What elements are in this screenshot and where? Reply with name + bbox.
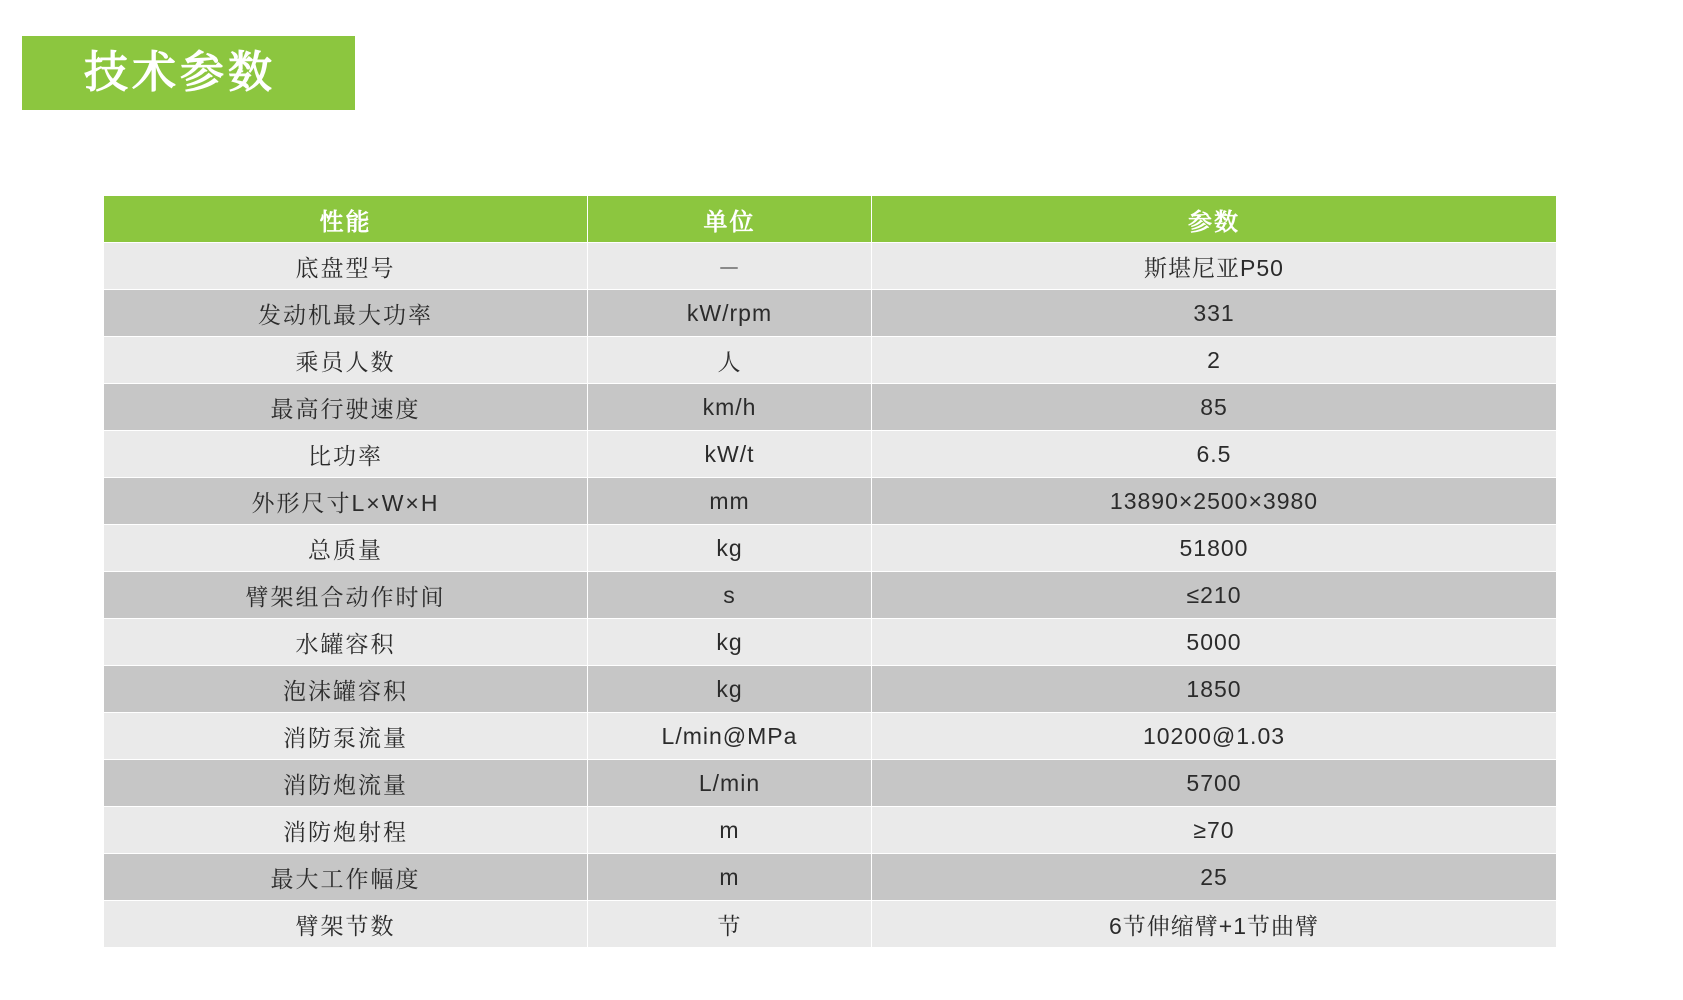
cell-unit: mm (588, 478, 872, 525)
table-header (104, 196, 1557, 243)
cell-value: ≤210 (872, 572, 1557, 619)
cell-unit: L/min (588, 760, 872, 807)
table-row (104, 478, 1557, 525)
technical-parameters-table (103, 196, 1557, 948)
table-header-row (104, 196, 1557, 243)
table-row (104, 854, 1557, 901)
cell-unit: km/h (588, 384, 872, 431)
table-row (104, 337, 1557, 384)
cell-performance: 乘员人数 (104, 337, 588, 384)
table-body (104, 243, 1557, 948)
table-row (104, 713, 1557, 760)
cell-value: 2 (872, 337, 1557, 384)
column-header-parameter: 参数 (872, 196, 1557, 243)
cell-performance: 水罐容积 (104, 619, 588, 666)
table-row (104, 384, 1557, 431)
cell-value: 1850 (872, 666, 1557, 713)
cell-unit: kg (588, 666, 872, 713)
cell-value: 10200@1.03 (872, 713, 1557, 760)
cell-performance: 消防泵流量 (104, 713, 588, 760)
cell-value: 5700 (872, 760, 1557, 807)
cell-unit: m (588, 807, 872, 854)
cell-unit: m (588, 854, 872, 901)
cell-unit: kg (588, 619, 872, 666)
cell-value: 51800 (872, 525, 1557, 572)
cell-unit: kg (588, 525, 872, 572)
cell-value: 331 (872, 290, 1557, 337)
column-header-unit: 单位 (588, 196, 872, 243)
cell-performance: 臂架节数 (104, 901, 588, 948)
cell-performance: 臂架组合动作时间 (104, 572, 588, 619)
cell-value: 斯堪尼亚P50 (872, 243, 1557, 290)
cell-performance: 发动机最大功率 (104, 290, 588, 337)
table-row (104, 666, 1557, 713)
cell-performance: 最高行驶速度 (104, 384, 588, 431)
cell-performance: 比功率 (104, 431, 588, 478)
cell-performance: 消防炮射程 (104, 807, 588, 854)
cell-performance: 消防炮流量 (104, 760, 588, 807)
table-row (104, 290, 1557, 337)
cell-value: ≥70 (872, 807, 1557, 854)
table-row (104, 431, 1557, 478)
table-row (104, 619, 1557, 666)
cell-unit: － (588, 243, 872, 290)
table-row (104, 760, 1557, 807)
cell-unit: 人 (588, 337, 872, 384)
cell-performance: 底盘型号 (104, 243, 588, 290)
cell-value: 6.5 (872, 431, 1557, 478)
cell-performance: 总质量 (104, 525, 588, 572)
cell-unit: kW/rpm (588, 290, 872, 337)
page-title: 技术参数 (84, 48, 276, 97)
table-row (104, 572, 1557, 619)
cell-unit: kW/t (588, 431, 872, 478)
cell-value: 5000 (872, 619, 1557, 666)
cell-performance: 最大工作幅度 (104, 854, 588, 901)
cell-value: 25 (872, 854, 1557, 901)
cell-unit: 节 (588, 901, 872, 948)
cell-unit: L/min@MPa (588, 713, 872, 760)
table-row (104, 901, 1557, 948)
cell-performance: 泡沫罐容积 (104, 666, 588, 713)
column-header-performance: 性能 (104, 196, 588, 243)
cell-value: 85 (872, 384, 1557, 431)
table-row (104, 243, 1557, 290)
section-title-banner (22, 36, 355, 110)
table-row (104, 525, 1557, 572)
table-row (104, 807, 1557, 854)
cell-unit: s (588, 572, 872, 619)
cell-value: 6节伸缩臂+1节曲臂 (872, 901, 1557, 948)
cell-value: 13890×2500×3980 (872, 478, 1557, 525)
cell-performance: 外形尺寸L×W×H (104, 478, 588, 525)
